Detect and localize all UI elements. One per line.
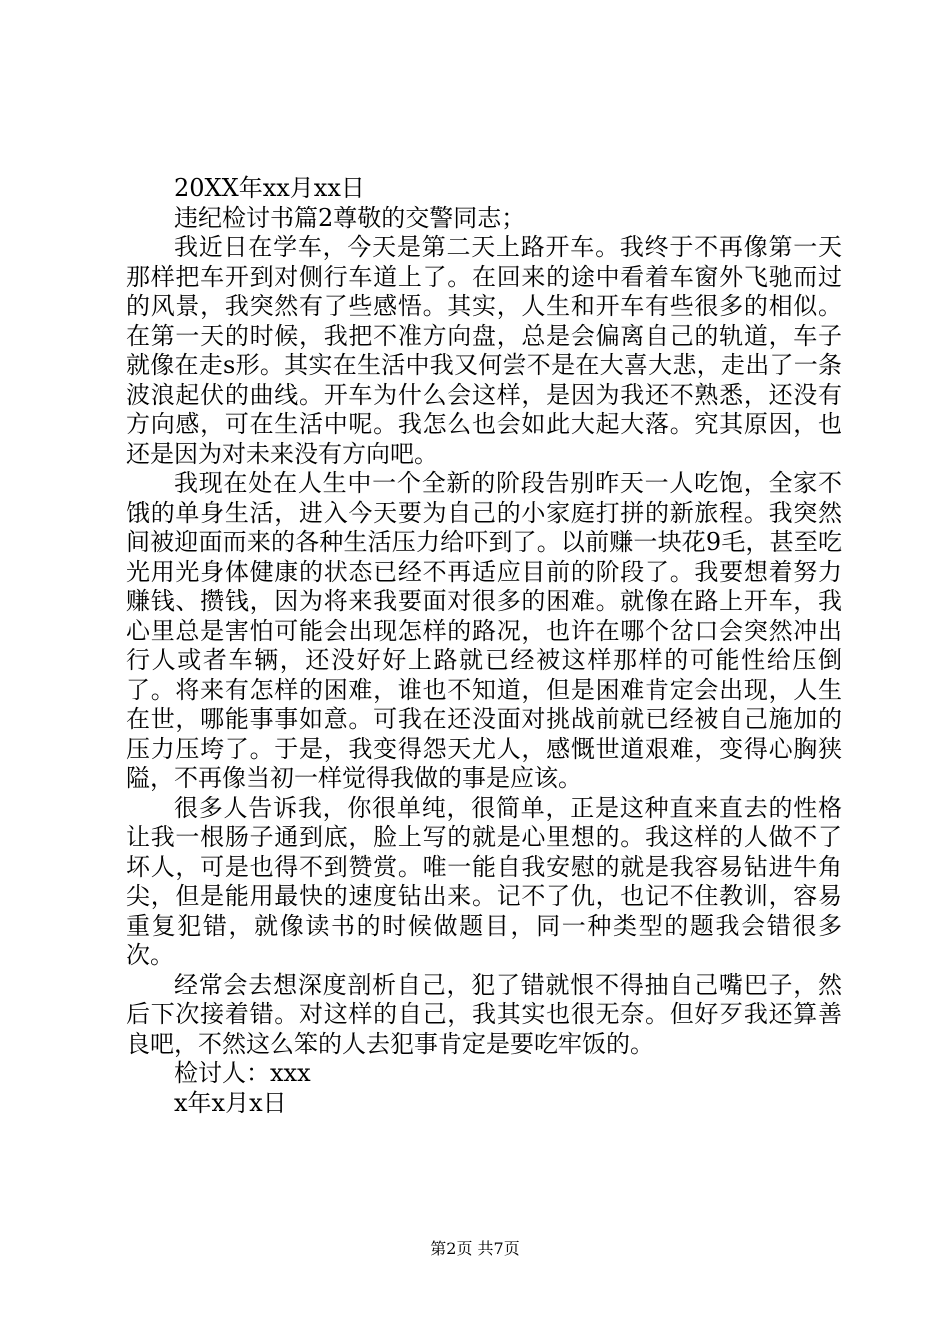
document-heading: 违纪检讨书篇2尊敬的交警同志； bbox=[174, 203, 526, 232]
signer: 检讨人：xxx bbox=[174, 1059, 311, 1087]
document-body bbox=[126, 174, 842, 1118]
date-top: 20XX年xx月xx日 bbox=[174, 174, 365, 202]
page-footer: 第2页 共7页 bbox=[430, 1239, 520, 1258]
paragraph-1: 我近日在学车，今天是第二天上路开车。我终于不再像第一天那样把车开到对侧行车道上了。在回来的途中看着车窗外飞驰而过的风景，我突然有了些感悟。其实，人生和开车有些很多的相似。在第一天的时候，我把不准方向盘，总是会偏离自己的轨道，车子就像在走s形。其实在生活中我又何尝不是在大喜大悲，走出了一条波浪起伏的曲线。开车为什么会这样，是因为我还不熟悉，还没有方向感，可在生活中呢。我怎么也会如此大起大落。究其原因，也还是因为对未来没有方向吧。 bbox=[126, 233, 842, 468]
paragraph-3: 很多人告诉我，你很单纯，很简单，正是这种直来直去的性格让我一根肠子通到底，脸上写的就是心里想的。我这样的人做不了坏人，可是也得不到赞赏。唯一能自我安慰的就是我容易钻进牛角尖，但是能用最快的速度钻出来。记不了仇，也记不住教训，容易重复犯错，就像读书的时候做题目，同一种类型的题我会错很多次。 bbox=[126, 793, 842, 969]
paragraph-2: 我现在处在人生中一个全新的阶段告别昨天一人吃饱，全家不饿的单身生活，进入今天要为自己的小家庭打拼的新旅程。我突然间被迎面而来的各种生活压力给吓到了。以前赚一块花9毛，甚至吃光用光身体健康的状态已经不再适应目前的阶段了。我要想着努力赚钱、攒钱，因为将来我要面对很多的困难。就像在路上开车，我心里总是害怕可能会出现怎样的路况，也许在哪个岔口会突然冲出行人或者车辆，还没好好上路就已经被这样那样的可能性给压倒了。将来有怎样的困难，谁也不知道，但是困难肯定会出现，人生在世，哪能事事如意。可我在还没面对挑战前就已经被自己施加的压力压垮了。于是，我变得怨天尤人，感慨世道艰难，变得心胸狭隘，不再像当初一样觉得我做的事是应该。 bbox=[126, 469, 842, 792]
date-bottom: x年x月x日 bbox=[174, 1088, 287, 1117]
paragraph-4: 经常会去想深度剖析自己，犯了错就恨不得抽自己嘴巴子，然后下次接着错。对这样的自己，我其实也很无奈。但好歹我还算善良吧，不然这么笨的人去犯事肯定是要吃牢饭的。 bbox=[126, 970, 842, 1058]
